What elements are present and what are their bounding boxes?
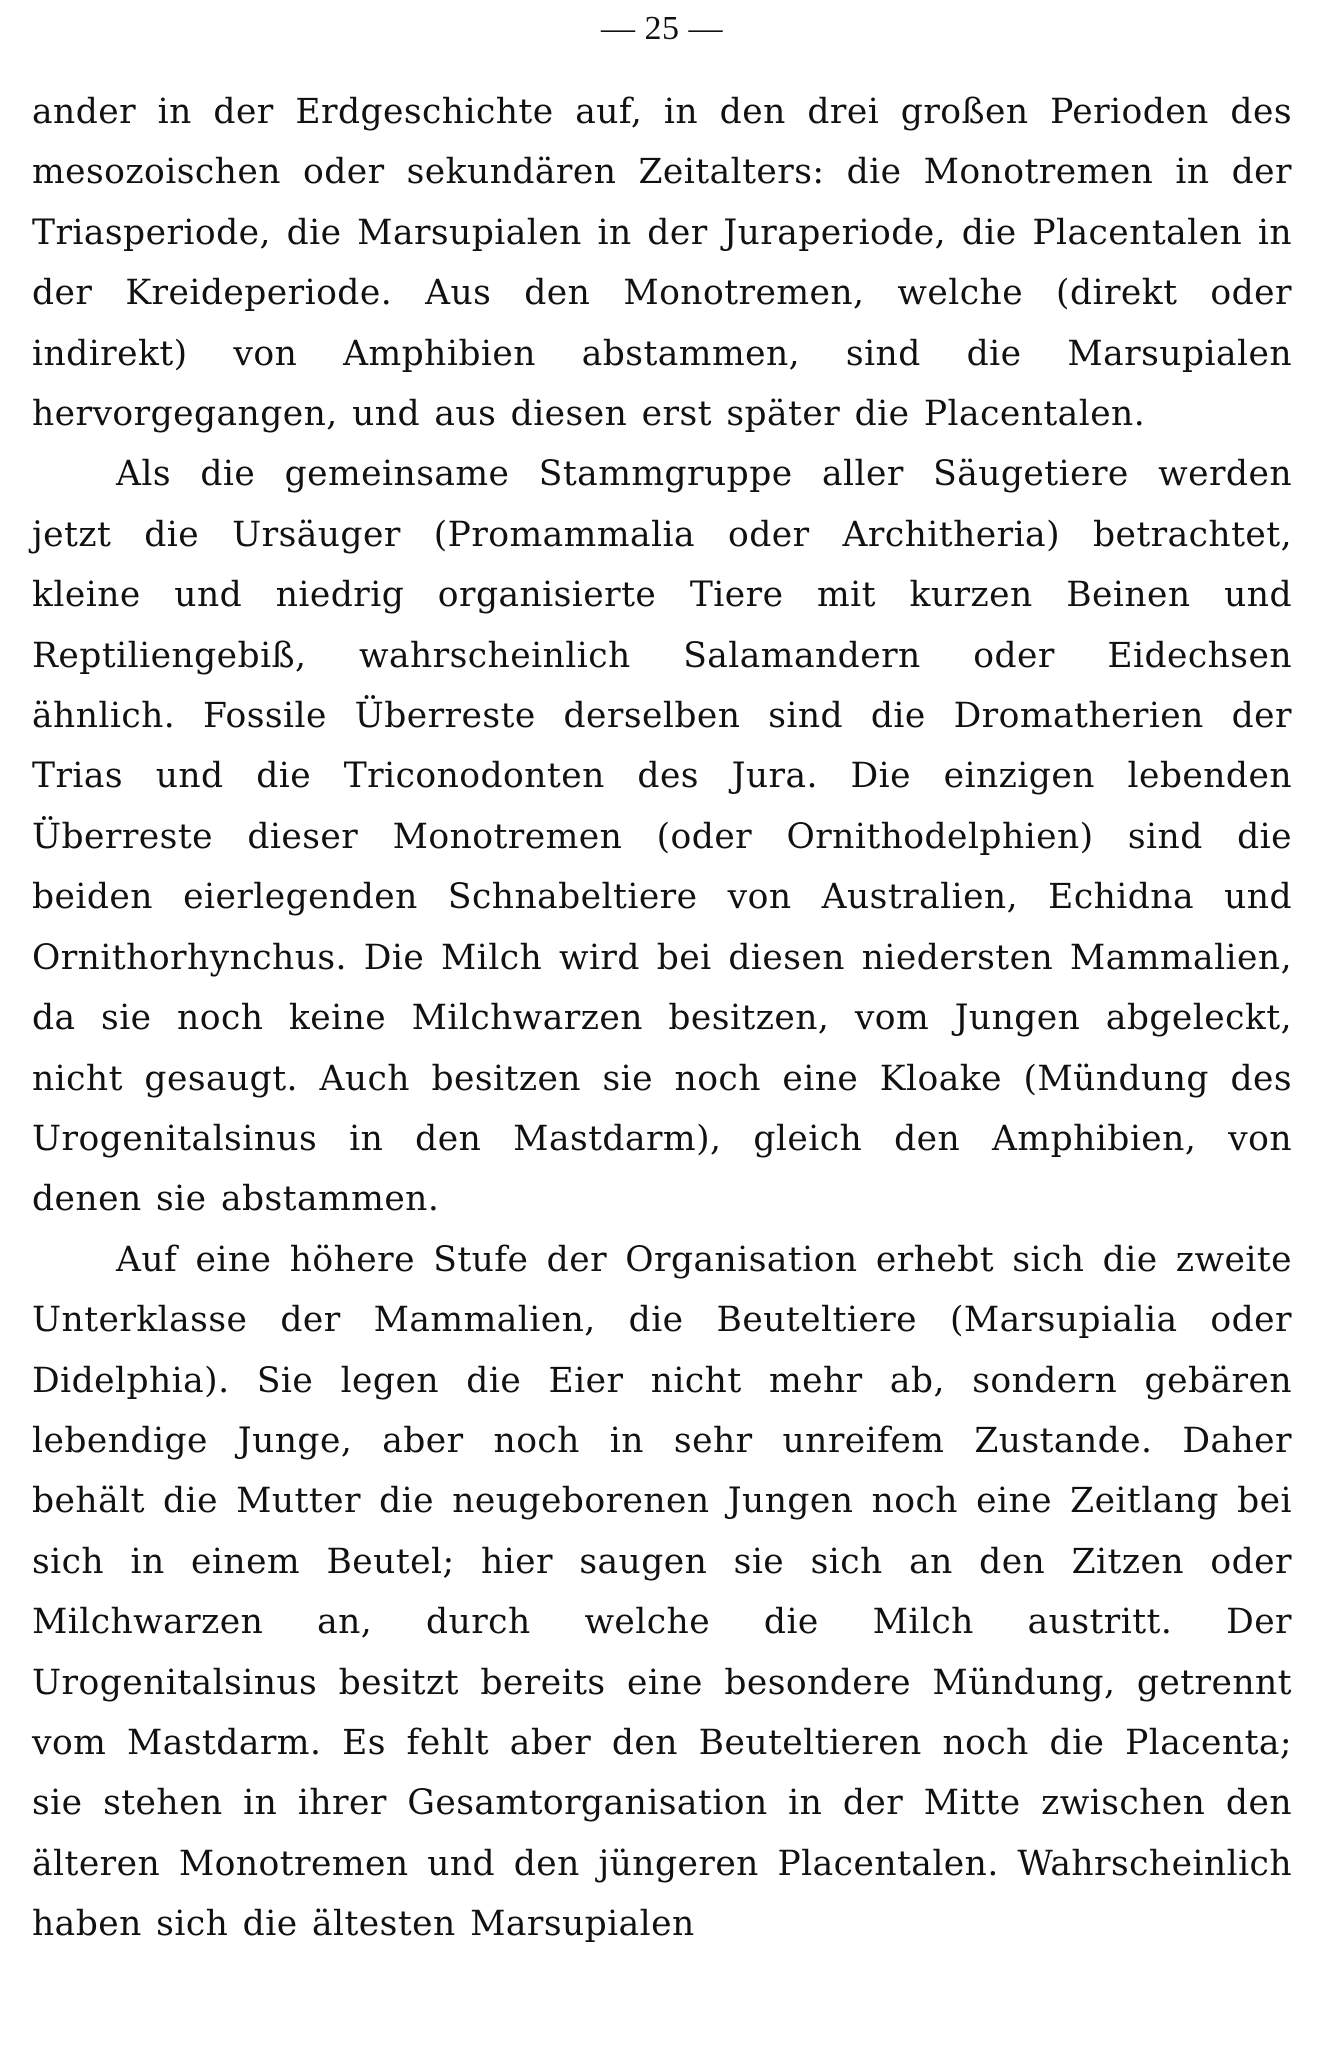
- paragraph-1: [32, 82, 1292, 444]
- paragraph-1-text: ander in der Erdgeschichte auf, in den drei großen Perioden des mesozoischen oder sekundären Zeitalters: die Monotremen in der Triasperiode, die Marsupialen in der Juraperiode, die Placentalen in der Kreideperiode. Aus den Monotremen, welche (direkt oder indirekt) von Amphibien abstammen, sind die Marsupialen hervorgegangen, und aus diesen erst später die Placentalen.: [32, 92, 1292, 435]
- document-body: [32, 82, 1292, 1955]
- paragraph-3: [32, 1230, 1292, 1955]
- page-number: — 25 —: [601, 10, 723, 47]
- paragraph-3-text: Auf eine höhere Stufe der Organisation erhebt sich die zweite Unterklasse der Mammalien, die Beuteltiere (Marsupialia oder Didelphia). Sie legen die Eier nicht mehr ab, sondern gebären lebendige Junge, aber noch in sehr unreifem Zustande. Daher behält die Mutter die neugeborenen Jungen noch eine Zeitlang bei sich in einem Beutel; hier saugen sie sich an den Zitzen oder Milchwarzen an, durch welche die Milch austritt. Der Urogenitalsinus besitzt bereits eine besondere Mündung, getrennt vom Mastdarm. Es fehlt aber den Beuteltieren noch die Placenta; sie stehen in ihrer Gesamtorganisation in der Mitte zwischen den älteren Monotremen und den jüngeren Placentalen. Wahrscheinlich haben sich die ältesten Marsupialen: [32, 1239, 1292, 1945]
- paragraph-2: [32, 444, 1292, 1229]
- paragraph-2-text: Als die gemeinsame Stammgruppe aller Säugetiere werden jetzt die Ursäuger (Promammalia oder Architheria) betrachtet, kleine und niedrig organisierte Tiere mit kurzen Beinen und Reptiliengebiß, wahrscheinlich Salamandern oder Eidechsen ähnlich. Fossile Überreste derselben sind die Dromatherien der Trias und die Triconodonten des Jura. Die einzigen lebenden Überreste dieser Monotremen (oder Ornithodelphien) sind die beiden eierlegenden Schnabeltiere von Australien, Echidna und Ornithorhynchus. Die Milch wird bei diesen niedersten Mammalien, da sie noch keine Milchwarzen besitzen, vom Jungen abgeleckt, nicht gesaugt. Auch besitzen sie noch eine Kloake (Mündung des Urogenitalsinus in den Mastdarm), gleich den Amphibien, von denen sie abstammen.: [32, 454, 1292, 1220]
